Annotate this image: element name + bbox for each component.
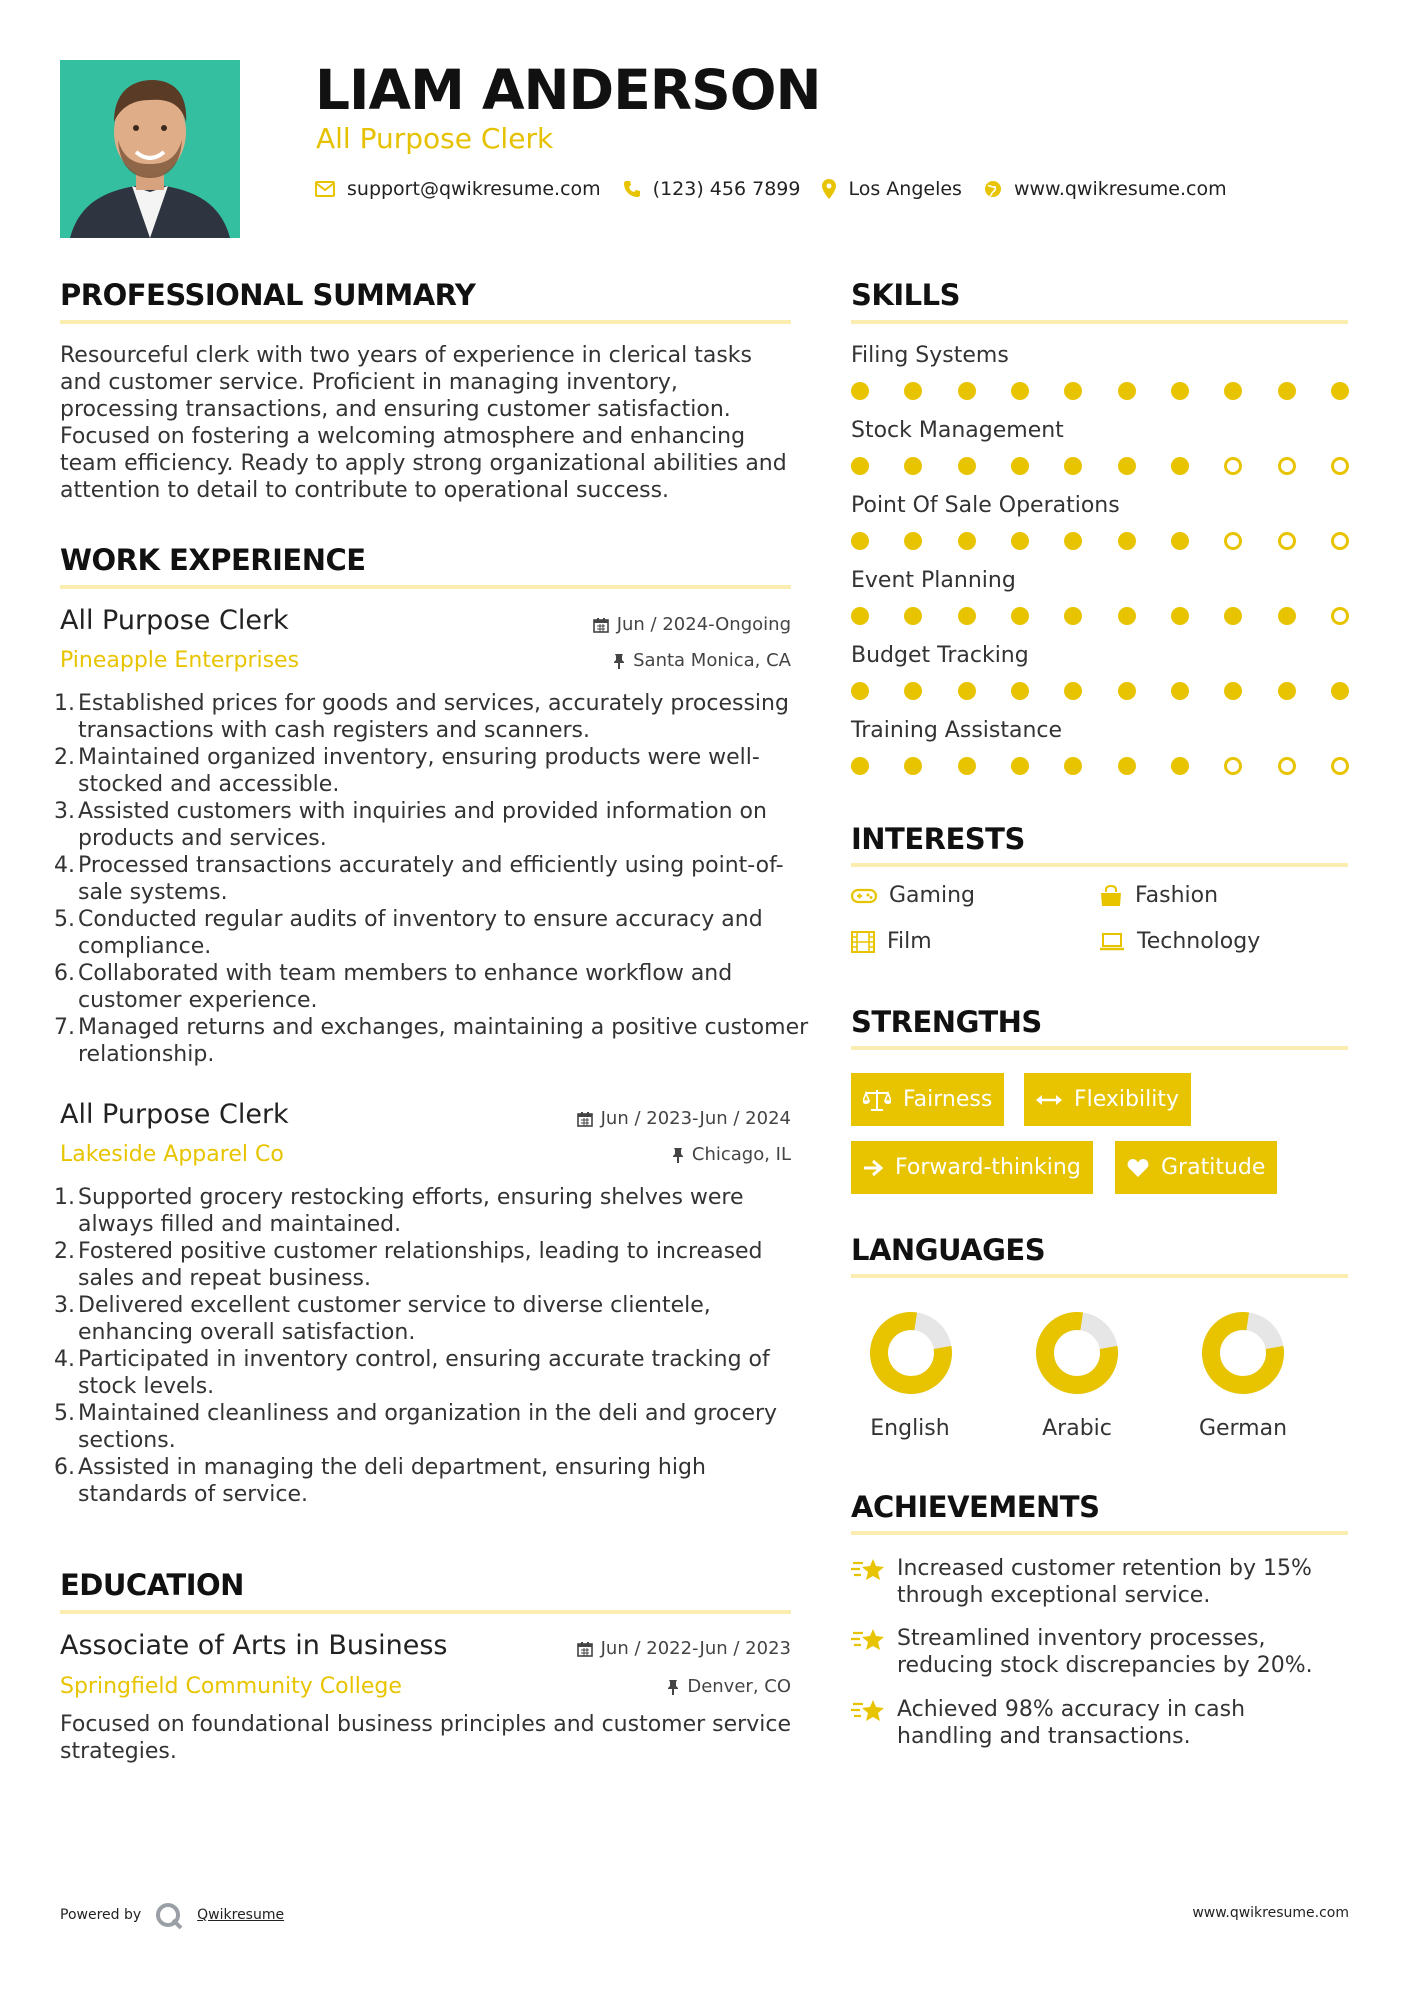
job-company: Lakeside Apparel Co	[60, 1142, 284, 1167]
skill-dot	[958, 682, 976, 700]
list-item: Participated in inventory control, ensuring accurate tracking of stock levels.	[78, 1347, 770, 1399]
skill-dot	[1331, 382, 1349, 400]
language-name: Arabic	[1042, 1416, 1112, 1441]
interest-item	[851, 883, 975, 908]
achievement-item	[851, 1696, 1341, 1750]
interest-label: Fashion	[1135, 883, 1219, 908]
achievement-item	[851, 1625, 1341, 1679]
list-item: Assisted in managing the deli department, ensuring high standards of service.	[78, 1455, 706, 1507]
degree-title: Associate of Arts in Business	[60, 1630, 448, 1661]
skill-dot	[958, 457, 976, 475]
skill-rating	[851, 456, 1349, 476]
phone-icon	[623, 180, 641, 198]
skill-dot	[1278, 532, 1296, 550]
arrow-right-icon	[863, 1159, 883, 1177]
skill-dot	[851, 532, 869, 550]
strength-badge	[1115, 1141, 1277, 1194]
pin-icon	[667, 1679, 679, 1695]
envelope-icon	[315, 181, 335, 197]
job-responsibilities	[60, 690, 810, 1068]
interests-divider	[851, 863, 1348, 867]
job-date	[577, 1108, 791, 1129]
skill-dot	[958, 532, 976, 550]
list-item: Conducted regular audits of inventory to ensure accuracy and compliance.	[78, 907, 763, 959]
list-item: Collaborated with team members to enhance workflow and customer experience.	[78, 961, 733, 1013]
job-location	[672, 1144, 791, 1165]
experience-heading: WORK EXPERIENCE	[60, 543, 366, 577]
skill-dot	[1011, 757, 1029, 775]
pin-icon	[672, 1147, 684, 1163]
map-marker-icon	[822, 179, 836, 199]
skill-dot	[1224, 382, 1242, 400]
skill-dot	[1118, 682, 1136, 700]
language-donut	[868, 1310, 954, 1396]
job-location	[613, 650, 791, 671]
skill-dot	[851, 757, 869, 775]
skill-dot	[1171, 757, 1189, 775]
skill-dot	[1118, 607, 1136, 625]
strengths-heading: STRENGTHS	[851, 1005, 1042, 1039]
avatar	[60, 60, 240, 238]
education-divider	[60, 1610, 791, 1614]
skill-dot	[1331, 757, 1349, 775]
skill-name: Filing Systems	[851, 343, 1009, 368]
film-icon	[851, 931, 875, 953]
arrows-horizontal-icon	[1036, 1093, 1062, 1107]
skill-dot	[1011, 532, 1029, 550]
skill-dot	[1278, 457, 1296, 475]
skill-name: Training Assistance	[851, 718, 1063, 743]
achievement-text: Achieved 98% accuracy in cash handling and transactions.	[897, 1697, 1246, 1749]
list-item: Maintained organized inventory, ensuring products were well-stocked and accessible.	[78, 745, 760, 797]
list-item: Assisted customers with inquiries and provided information on products and services.	[78, 799, 767, 851]
contact-phone[interactable]	[623, 178, 801, 200]
experience-divider	[60, 585, 791, 589]
list-item: Managed returns and exchanges, maintaining a positive customer relationship.	[78, 1015, 809, 1067]
interest-item	[1099, 883, 1218, 908]
school-name: Springfield Community College	[60, 1674, 402, 1699]
shooting-star-icon	[851, 1698, 885, 1724]
skill-dot	[1011, 457, 1029, 475]
strength-label: Fairness	[903, 1087, 993, 1112]
education-description: Focused on foundational business principles and customer service strategies.	[60, 1712, 791, 1764]
strength-label: Gratitude	[1161, 1155, 1266, 1180]
laptop-icon	[1099, 932, 1125, 952]
achievement-item	[851, 1555, 1341, 1609]
skill-rating	[851, 531, 1349, 551]
qwikresume-logo-icon	[153, 1900, 187, 1930]
skill-rating	[851, 681, 1349, 701]
strength-badge	[851, 1141, 1093, 1194]
list-item: Delivered excellent customer service to diverse clientele, enhancing overall satisfaction.	[78, 1293, 711, 1345]
candidate-name: LIAM ANDERSON	[315, 58, 821, 122]
list-item: Established prices for goods and services, accurately processing transactions with cash registers and scanners.	[78, 691, 789, 743]
skill-dot	[958, 607, 976, 625]
skill-rating	[851, 606, 1349, 626]
skill-dot	[851, 382, 869, 400]
skill-dot	[1064, 682, 1082, 700]
pin-icon	[613, 653, 625, 669]
contact-email[interactable]	[315, 178, 601, 200]
education-location-text: Denver, CO	[687, 1676, 791, 1697]
skill-dot	[958, 757, 976, 775]
heart-icon	[1127, 1158, 1149, 1178]
education-date	[577, 1638, 791, 1659]
skill-name: Stock Management	[851, 418, 1064, 443]
skill-dot	[1278, 607, 1296, 625]
skill-dot	[1331, 457, 1349, 475]
education-location	[667, 1676, 791, 1697]
skill-dot	[1278, 382, 1296, 400]
gamepad-icon	[851, 888, 877, 904]
brand-link[interactable]: Qwikresume	[197, 1907, 285, 1923]
skill-dot	[1011, 382, 1029, 400]
language-name: German	[1198, 1416, 1288, 1441]
language-name: English	[870, 1416, 950, 1441]
skill-dot	[1224, 607, 1242, 625]
shopping-bag-icon	[1099, 885, 1123, 907]
skill-dot	[1224, 457, 1242, 475]
summary-heading: PROFESSIONAL SUMMARY	[60, 278, 476, 312]
achievement-text: Streamlined inventory processes, reducing stock discrepancies by 20%.	[897, 1626, 1313, 1678]
contact-location	[822, 178, 961, 200]
contact-bar	[315, 178, 1249, 200]
skill-dot	[1171, 682, 1189, 700]
skill-dot	[1064, 607, 1082, 625]
skill-dot	[1171, 607, 1189, 625]
skill-name: Budget Tracking	[851, 643, 1029, 668]
skill-name: Event Planning	[851, 568, 1016, 593]
calendar-icon	[593, 617, 609, 633]
powered-by-label: Powered by	[60, 1907, 142, 1923]
languages-heading: LANGUAGES	[851, 1233, 1046, 1267]
skill-dot	[1011, 607, 1029, 625]
skill-dot	[904, 457, 922, 475]
profile-photo	[60, 60, 240, 238]
skill-dot	[904, 757, 922, 775]
job-location-text: Santa Monica, CA	[633, 650, 791, 671]
skill-dot	[1064, 757, 1082, 775]
skill-rating	[851, 756, 1349, 776]
job-date-text: Jun / 2023-Jun / 2024	[600, 1108, 791, 1129]
interest-label: Gaming	[889, 883, 975, 908]
achievements-heading: ACHIEVEMENTS	[851, 1490, 1100, 1524]
skill-dot	[1278, 757, 1296, 775]
skill-dot	[1278, 682, 1296, 700]
strength-badge	[1024, 1073, 1191, 1126]
skill-dot	[1224, 757, 1242, 775]
skill-dot	[1064, 532, 1082, 550]
skill-dot	[1224, 682, 1242, 700]
list-item: Fostered positive customer relationships, leading to increased sales and repeat business.	[78, 1239, 763, 1291]
education-date-text: Jun / 2022-Jun / 2023	[600, 1638, 791, 1659]
contact-location-text: Los Angeles	[848, 178, 962, 200]
candidate-role: All Purpose Clerk	[316, 122, 554, 155]
skill-dot	[1118, 757, 1136, 775]
job-date-text: Jun / 2024-Ongoing	[616, 614, 791, 635]
balance-scale-icon	[863, 1088, 891, 1112]
skill-dot	[904, 532, 922, 550]
achievements-divider	[851, 1531, 1348, 1535]
contact-website[interactable]	[984, 178, 1227, 200]
interest-label: Film	[887, 929, 932, 954]
job-responsibilities	[60, 1184, 810, 1508]
skills-heading: SKILLS	[851, 278, 960, 312]
achievement-text: Increased customer retention by 15% through exceptional service.	[897, 1556, 1312, 1608]
skills-divider	[851, 320, 1348, 324]
skill-dot	[1118, 457, 1136, 475]
language-donut	[1200, 1310, 1286, 1396]
skill-dot	[1118, 382, 1136, 400]
education-heading: EDUCATION	[60, 1568, 244, 1602]
footer-url[interactable]: www.qwikresume.com	[1192, 1905, 1349, 1921]
summary-divider	[60, 320, 791, 324]
skill-dot	[904, 682, 922, 700]
skill-dot	[1171, 532, 1189, 550]
interests-heading: INTERESTS	[851, 822, 1025, 856]
summary-text: Resourceful clerk with two years of experience in clerical tasks and customer service. Proficient in managing inventory, processing transactions, and ensuring customer satisfaction. Focused on fostering a welcoming atmosphere and enhancing team efficiency. Ready to apply strong organizational abilities and attention to detail to contribute to operational success.	[60, 343, 787, 503]
skill-dot	[1171, 382, 1189, 400]
contact-website-text: www.qwikresume.com	[1013, 178, 1227, 200]
shooting-star-icon	[851, 1627, 885, 1653]
list-item: Maintained cleanliness and organization in the deli and grocery sections.	[78, 1401, 778, 1453]
skill-dot	[1331, 532, 1349, 550]
calendar-icon	[577, 1641, 593, 1657]
language-donut	[1034, 1310, 1120, 1396]
contact-email-text: support@qwikresume.com	[347, 178, 601, 200]
skill-dot	[904, 607, 922, 625]
job-title: All Purpose Clerk	[60, 605, 289, 636]
list-item: Supported grocery restocking efforts, ensuring shelves were always filled and maintained.	[78, 1185, 744, 1237]
job-date	[593, 614, 791, 635]
shooting-star-icon	[851, 1557, 885, 1583]
skill-dot	[958, 382, 976, 400]
interest-item	[851, 929, 932, 954]
interest-label: Technology	[1137, 929, 1261, 954]
calendar-icon	[577, 1111, 593, 1127]
skill-dot	[1064, 382, 1082, 400]
skill-dot	[1064, 457, 1082, 475]
globe-icon	[984, 180, 1002, 198]
list-item: Processed transactions accurately and efficiently using point-of-sale systems.	[78, 853, 784, 905]
skill-dot	[1331, 682, 1349, 700]
skill-dot	[851, 457, 869, 475]
skill-dot	[1011, 682, 1029, 700]
job-title: All Purpose Clerk	[60, 1099, 289, 1130]
skill-dot	[1118, 532, 1136, 550]
strengths-divider	[851, 1046, 1348, 1050]
strength-label: Flexibility	[1074, 1087, 1179, 1112]
skill-dot	[851, 607, 869, 625]
skill-name: Point Of Sale Operations	[851, 493, 1120, 518]
skill-dot	[851, 682, 869, 700]
interest-item	[1099, 929, 1260, 954]
skill-rating	[851, 381, 1349, 401]
job-company: Pineapple Enterprises	[60, 648, 300, 673]
languages-divider	[851, 1274, 1348, 1278]
skill-dot	[1331, 607, 1349, 625]
strength-badge	[851, 1073, 1004, 1126]
skill-dot	[904, 382, 922, 400]
job-location-text: Chicago, IL	[691, 1144, 791, 1165]
skill-dot	[1224, 532, 1242, 550]
powered-by	[60, 1900, 284, 1930]
skill-dot	[1171, 457, 1189, 475]
contact-phone-text: (123) 456 7899	[652, 178, 801, 200]
strength-label: Forward-thinking	[895, 1155, 1081, 1180]
